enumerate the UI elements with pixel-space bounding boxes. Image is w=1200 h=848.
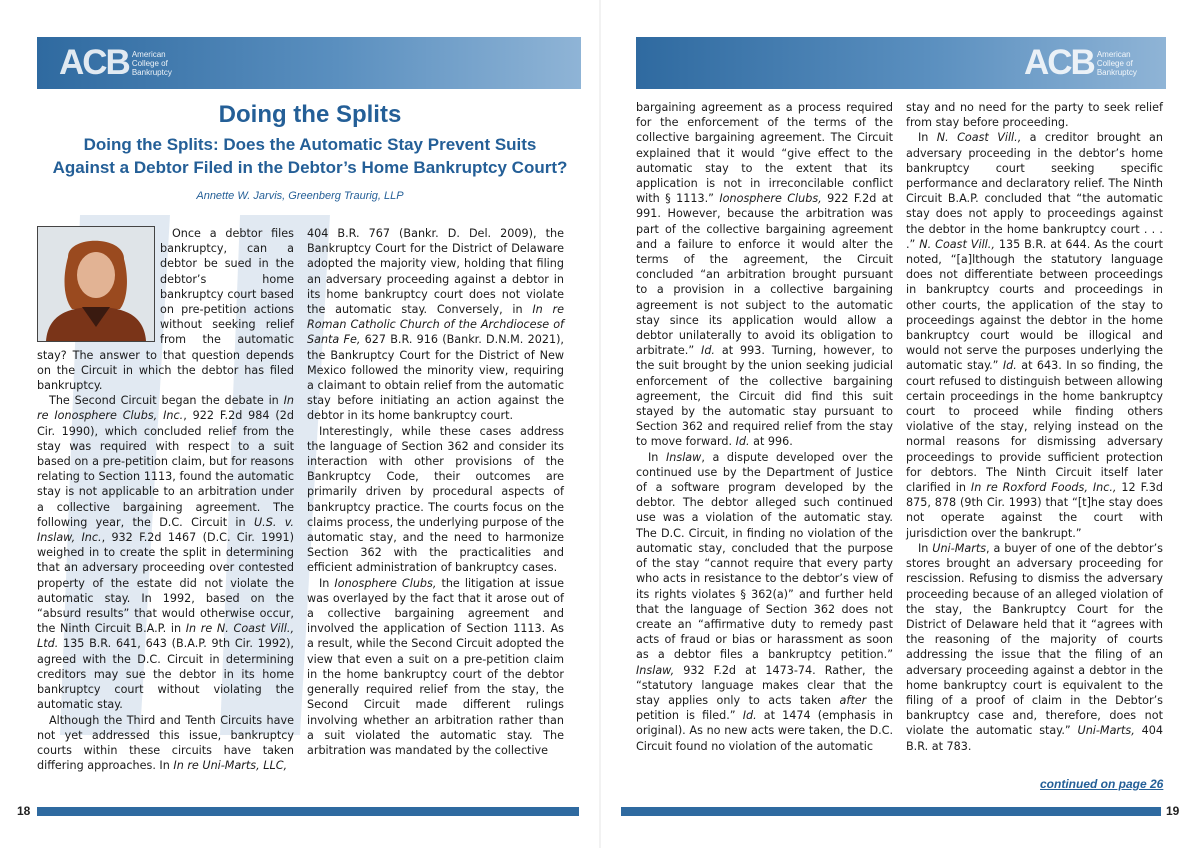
column-2 [307, 226, 564, 758]
paragraph [906, 100, 1163, 130]
column-3 [636, 100, 893, 754]
page-number-right: 19 [1166, 804, 1180, 818]
paragraph [906, 130, 1163, 540]
text: The Second Circuit began the debate in [49, 394, 284, 408]
emphasis: after [839, 693, 867, 707]
logo-words [132, 50, 192, 77]
text: 922 F.2d at 991. However, because the arbitration was part of the collective bargaining agreement and a failure to enforce it would alter the terms of the agreement, the Circuit concluded “an arbitration brought pursuant to a provision in a collective bargaining agreement is not subject to the automatic stay since its application would allow a debtor unilaterally to avoid its obligation to arbitrate.” [636, 192, 893, 358]
text: 12 F.3d 875, 878 (9th Cir. 1993) that “[t]he stay does not operate against the court with jurisdiction over the bankrupt.” [906, 481, 1164, 540]
case-citation: Id. [742, 709, 757, 723]
logo-word: American [131, 49, 166, 59]
case-citation: Ionosphere Clubs, [334, 576, 437, 590]
case-citation: Id. [735, 435, 750, 449]
column-4 [906, 100, 1163, 754]
text: bargaining agreement as a process required for the enforcement of the terms of the collective bargaining agreement. The Circuit explained that it would “give effect to the automatic stay to the extent that its application is not in irreconcilable conflict with § 1113.” [636, 101, 893, 206]
acb-logo-right [1024, 43, 1157, 83]
paragraph [37, 713, 294, 774]
paragraph [636, 100, 893, 450]
footer-bar-right [621, 807, 1161, 816]
logo-word: Bankruptcy [131, 67, 172, 77]
text: 404 B.R. at 783. [906, 724, 1163, 753]
case-citation: Id. [701, 344, 715, 358]
text: at 1474 (emphasis in original). As no new acts were taken, the D.C. Circuit found no violation of the automatic [636, 709, 893, 753]
paragraph [307, 424, 564, 576]
continued-link[interactable]: continued on page 26 [1040, 777, 1164, 791]
text: at 643. In so finding, the court refused to distinguish between allowing certain proceedings in the home bankruptcy court to proceed while finding others violative of the stay, relying instead on the normal reasons for dismissing adversary proceedings to provide sufficient protection for debtors. The Ninth Circuit itself later clarified in [906, 359, 1163, 495]
text: 627 B.R. 916 (Bankr. D.N.M. 2021), the Bankruptcy Court for the District of New Mexico followed the minority view, requiring a claimant to obtain relief from the automatic stay before initiating an action against the debtor in its home bankruptcy court. [307, 333, 564, 423]
acb-logo-left [59, 43, 192, 83]
logo-word: American [1096, 49, 1131, 59]
paragraph [636, 450, 893, 754]
case-citation: Ionosphere Clubs, [719, 192, 822, 206]
case-citation: In re Ionosphere Clubs, Inc. [37, 394, 294, 423]
header-banner-right [636, 37, 1166, 89]
text: Interestingly, while these cases address the language of Section 362 and consider its interaction with other provisions of the Bankruptcy Code, their outcomes are primarily driven by procedural aspects of bankruptcy practice. The courts focus on the claims process, the underlying purpose of the automatic stay, and the need to harmonize Section 362 with the practicalities and efficient administration of bankruptcy cases. [307, 424, 564, 575]
subtitle-line: Doing the Splits: Does the Automatic Stay Prevent Suits [83, 135, 537, 154]
text: the petition is filed.” [636, 693, 893, 723]
footer-bar-left [37, 807, 579, 816]
text: 135 B.R. at 644. As the court noted, “[a]lthough the statutory language does not differentiate between proceedings in bankruptcy courts and proceedings in other courts, the application of the stay to proceedings against the debtor in the home bankruptcy court would be illogical and would not serve the purposes underlying the automatic stay.” [906, 237, 1163, 373]
logo-mark: ACB [1024, 43, 1094, 82]
logo-words [1097, 50, 1157, 77]
case-citation: In re Roman Catholic Church of the Archdiocese of Santa Fe, [307, 303, 564, 347]
text: , 922 F.2d 984 (2d Cir. 1990), which concluded relief from the stay was required with respect to a suit based on a pre-petition claim, but for reasons relating to Section 1113, found the automatic stay is not applicable to an arbitration under a collective bargaining agreement. The following year, the D.C. Circuit in [37, 409, 294, 529]
author-photo [37, 226, 157, 344]
logo-word: Bankruptcy [1096, 67, 1137, 77]
text: , 932 F.2d 1467 (D.C. Cir. 1991) weighed in to create the split in determining that an adversary proceeding over contested property of the estate did not violate the automatic stay. In 1992, based on the “absurd results” that would otherwise occur, the Ninth Circuit B.A.P. in [37, 531, 294, 636]
text: 932 F.2d at 1473-74. Rather, the “statutory language makes clear that the stay applies only to acts taken [636, 663, 893, 707]
case-citation: Uni-Marts [932, 541, 987, 555]
text: , a buyer of one of the debtor’s stores brought an adversary proceeding for rescission. Refusing to dismiss the adversary proceeding because of an alleged violation of the stay, the Bankruptcy Court for the District of Delaware held that it “agrees with the reasoning of the majority of courts addressing the issue that the filing of an adversary proceeding against a debtor in the home bankruptcy court is equivalent to the filing of a proof of claim in the Debtor’s bankruptcy case and, therefore, does not violate the automatic stay.” [906, 541, 1163, 738]
article-title: Doing the Splits [218, 101, 402, 128]
logo-word: College of [1096, 58, 1133, 68]
case-citation: In re Roxford Foods, Inc., [970, 481, 1117, 495]
case-citation: Inslaw [665, 450, 702, 464]
text: 404 B.R. 767 (Bankr. D. Del. 2009), the Bankruptcy Court for the District of Delaware adopted the majority view, holding that filing an adversary proceeding against a debtor in its home bankruptcy court does not violate the automatic stay. Conversely, in [307, 227, 564, 317]
paragraph [37, 393, 294, 712]
text: , a dispute developed over the continued use by the Department of Justice of a software program developed by the debtor. The debtor alleged such continued use was a violation of the automatic stay. The D.C. Circuit, in finding no violation of the automatic stay, concluded that the purpose of the stay “cannot require that every party who acts in resistance to the debtor’s view of its rights violates § 362(a)” and further held that the language of Section 362 does not create an “affirmative duty to remedy past acts of fraud or bias or harassment as soon as a debtor files a bankruptcy petition.” [636, 450, 893, 662]
text: at 993. Turning, however, to the suit brought by the union seeking judicial enforcement of the collective bargaining agreement, the Circuit did find this suit stayed by the automatic stay pursuant to Section 362 and required relief from the stay to move forward. [636, 344, 893, 449]
case-citation: N. Coast Vill., [919, 237, 995, 251]
logo-word: College of [131, 58, 168, 68]
case-citation: Id. [1002, 359, 1017, 373]
page-gutter [599, 0, 601, 848]
text: Although the Third and Tenth Circuits have not yet addressed this issue, bankruptcy courts within these circuits have taken differing approaches. In [37, 713, 294, 773]
column-1 [37, 226, 294, 773]
text: stay and no need for the party to seek relief from stay before proceeding. [906, 101, 1163, 130]
case-citation: Inslaw, [636, 663, 675, 677]
page-number-left: 18 [17, 804, 31, 818]
text: at 996. [749, 435, 793, 449]
subtitle-line: Against a Debtor Filed in the Debtor’s Home Bankruptcy Court? [52, 158, 568, 177]
text: In [918, 541, 933, 555]
text: the litigation at issue was overlayed by the fact that it arose out of a collective bargaining agreement and involved the application of Section 1113. As a result, while the Second Circuit adopted the view that even a suit on a pre-petition claim in the home bankruptcy court of the debtor generally required relief from the stay, the Second Circuit made different rulings involving whether an arbitration rather than a suit violated the automatic stay. The arbitration was mandated by the collective [307, 576, 564, 757]
logo-mark: ACB [59, 43, 129, 82]
case-citation: Uni-Marts, [1077, 724, 1135, 738]
text: 135 B.R. 641, 643 (B.A.P. 9th Cir. 1992), agreed with the D.C. Circuit in determining creditors may sue the debtor in its home bankruptcy court without violating the automatic stay. [37, 637, 294, 712]
text: In [918, 131, 937, 145]
case-citation: In re Uni-Marts, LLC, [173, 759, 288, 773]
article-subtitle [38, 133, 582, 179]
case-citation: N. Coast Vill., [936, 131, 1022, 145]
case-citation: In re N. Coast Vill., Ltd. [37, 622, 294, 651]
text: In [319, 576, 335, 590]
article-byline: Annette W. Jarvis, Greenberg Traurig, LLP [196, 190, 404, 202]
paragraph [906, 541, 1163, 754]
text: Once a debtor files bankruptcy, can a debtor be sued in the debtor’s home bankruptcy court based on pre-petition actions without seeking relief from the automatic stay? The answer to that question depends on the Circuit in which the debtor has filed bankruptcy. [37, 227, 294, 393]
paragraph [307, 226, 564, 424]
text: a creditor brought an adversary proceeding in the debtor’s home bankruptcy court seeking specific performance and declaratory relief. The Ninth Circuit B.A.P. concluded that “the automatic stay does not apply to proceedings against the debtor in the home bankruptcy court . . . .” [906, 131, 1163, 251]
text: In [648, 450, 666, 464]
header-banner-left [37, 37, 581, 89]
case-citation: U.S. v. Inslaw, Inc. [37, 515, 294, 545]
paragraph [307, 576, 564, 758]
